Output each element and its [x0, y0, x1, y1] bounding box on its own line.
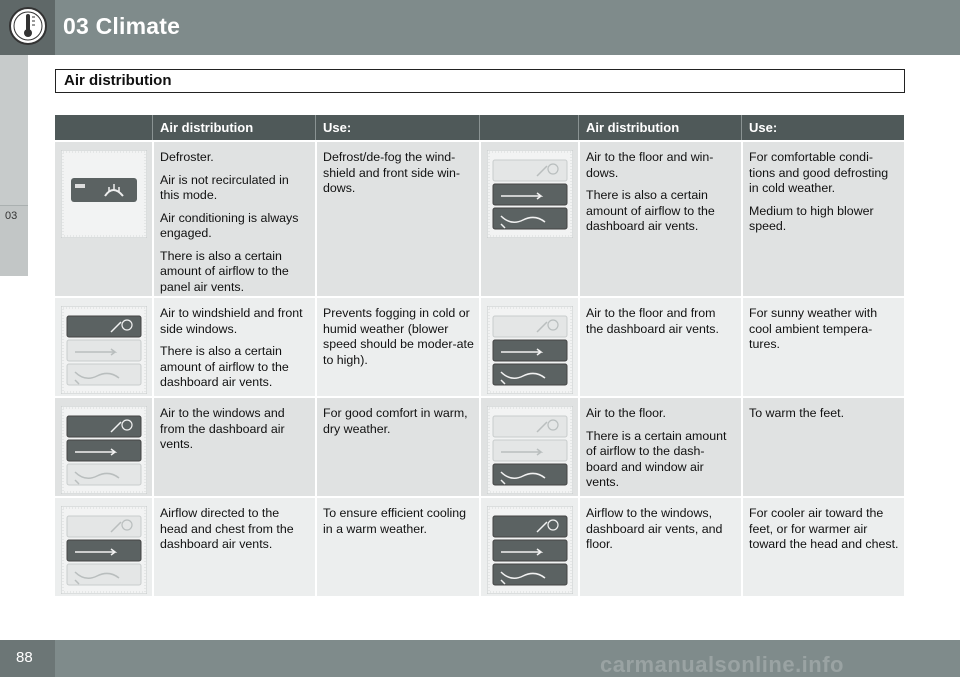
mode-image-cell — [481, 142, 578, 296]
mode-image-cell — [55, 498, 152, 596]
use-cell — [317, 142, 479, 296]
distribution-cell-paragraph: Air to the floor. — [586, 406, 666, 420]
column-divider — [152, 498, 154, 596]
column-divider — [741, 298, 743, 396]
column-divider — [741, 498, 743, 596]
header-use: Use: — [323, 120, 352, 135]
watermark: carmanualsonline.info — [600, 652, 844, 677]
column-divider — [152, 298, 154, 396]
column-divider — [479, 398, 481, 496]
distribution-cell — [154, 142, 315, 296]
distribution-cell-paragraph: Air to windshield and front side windows. — [160, 306, 303, 336]
mode-image-cell — [55, 398, 152, 496]
use-cell-paragraph: To warm the feet. — [749, 406, 845, 420]
chapter-title: 03 Climate — [63, 13, 181, 39]
use-cell-paragraph: Prevents fogging in cold or humid weather (blower speed should be moder-ate to high). — [323, 306, 474, 367]
mode-image-cell — [55, 298, 152, 396]
use-cell-paragraph: To ensure efficient cooling in a warm weather. — [323, 506, 467, 536]
side-strip — [0, 55, 28, 205]
all-vents-panel-icon — [487, 506, 573, 594]
column-divider — [315, 142, 317, 296]
distribution-cell-paragraph: Air to the floor and win-dows. — [586, 150, 714, 180]
mode-image-cell — [55, 142, 152, 296]
distribution-cell — [154, 298, 315, 396]
distribution-cell-paragraph: There is a certain amount of airflow to the dash-board and window air vents. — [586, 428, 727, 489]
column-divider — [315, 298, 317, 396]
distribution-cell — [154, 498, 315, 596]
section-title: Air distribution — [64, 72, 172, 89]
distribution-cell-paragraph: There is also a certain amount of airflow to the dashboard air vents. — [586, 188, 715, 233]
windshield-panel-icon — [61, 306, 147, 394]
header-use: Use: — [749, 120, 778, 135]
distribution-cell — [580, 142, 741, 296]
column-divider — [152, 142, 154, 296]
mode-image-cell — [481, 498, 578, 596]
distribution-cell — [580, 498, 741, 596]
column-divider — [315, 398, 317, 496]
use-cell — [743, 142, 904, 296]
distribution-cell-paragraph: Air to the floor and from the dashboard air vents. — [586, 306, 719, 336]
column-divider — [479, 142, 481, 296]
distribution-cell-paragraph: Airflow directed to the head and chest from the dashboard air vents. — [160, 506, 294, 551]
use-cell — [743, 498, 904, 596]
table-row — [55, 498, 904, 596]
distribution-cell — [154, 398, 315, 496]
use-cell-paragraph: For sunny weather with cool ambient tempera-tures. — [749, 306, 878, 351]
mode-image-cell — [481, 298, 578, 396]
distribution-cell-paragraph: Air is not recirculated in this mode. — [160, 172, 289, 202]
chapter-tab-label: 03 — [5, 210, 18, 222]
distribution-cell-paragraph: Defroster. — [160, 150, 214, 164]
header-image-cell — [481, 115, 578, 140]
use-cell-paragraph: For comfortable condi-tions and good defrosting in cold weather. — [749, 150, 889, 195]
header-image-cell — [55, 115, 152, 140]
column-divider — [578, 398, 580, 496]
distribution-cell-paragraph: There is also a certain amount of airflow to the panel air vents. — [160, 248, 289, 294]
use-cell — [317, 498, 479, 596]
use-cell — [743, 398, 904, 496]
use-cell — [317, 298, 479, 396]
use-cell-paragraph: Medium to high blower speed. — [749, 203, 874, 233]
distribution-cell — [580, 398, 741, 496]
distribution-cell-paragraph: Air conditioning is always engaged. — [160, 210, 299, 240]
column-divider — [578, 498, 580, 596]
column-divider — [741, 398, 743, 496]
column-divider — [479, 298, 481, 396]
page-number: 88 — [16, 649, 33, 666]
floor-panel-icon — [487, 406, 573, 494]
column-divider — [315, 498, 317, 596]
use-cell — [317, 398, 479, 496]
table-row — [55, 142, 904, 296]
table-row — [55, 298, 904, 396]
head-chest-panel-icon — [61, 506, 147, 594]
distribution-cell — [580, 298, 741, 396]
table-header-row — [55, 115, 904, 140]
column-divider — [741, 142, 743, 296]
header-distribution: Air distribution — [586, 120, 680, 135]
chapter-icon-box — [0, 0, 55, 55]
column-divider — [578, 298, 580, 396]
column-divider — [152, 398, 154, 496]
table-row — [55, 398, 904, 496]
use-cell-paragraph: For good comfort in warm, dry weather. — [323, 406, 468, 436]
column-divider — [479, 498, 481, 596]
header-distribution: Air distribution — [160, 120, 254, 135]
section-bar — [55, 69, 905, 93]
use-cell — [743, 298, 904, 396]
column-divider — [578, 142, 580, 296]
floor-dash-panel-icon — [487, 306, 573, 394]
distribution-cell-paragraph: Air to the windows and from the dashboard air vents. — [160, 406, 285, 451]
windows-dash-panel-icon — [61, 406, 147, 494]
floor-dash-panel-icon — [487, 150, 573, 238]
thermometer-icon — [8, 6, 48, 46]
distribution-cell-paragraph: Airflow to the windows, dashboard air vents, and floor. — [586, 506, 723, 551]
use-cell-paragraph: Defrost/de-fog the wind-shield and front side win-dows. — [323, 150, 461, 195]
use-cell-paragraph: For cooler air toward the feet, or for warmer air toward the head and chest. — [749, 506, 899, 551]
mode-image-cell — [481, 398, 578, 496]
distribution-cell-paragraph: There is also a certain amount of airflow to the dashboard air vents. — [160, 344, 289, 389]
defroster-panel-icon — [61, 150, 147, 238]
